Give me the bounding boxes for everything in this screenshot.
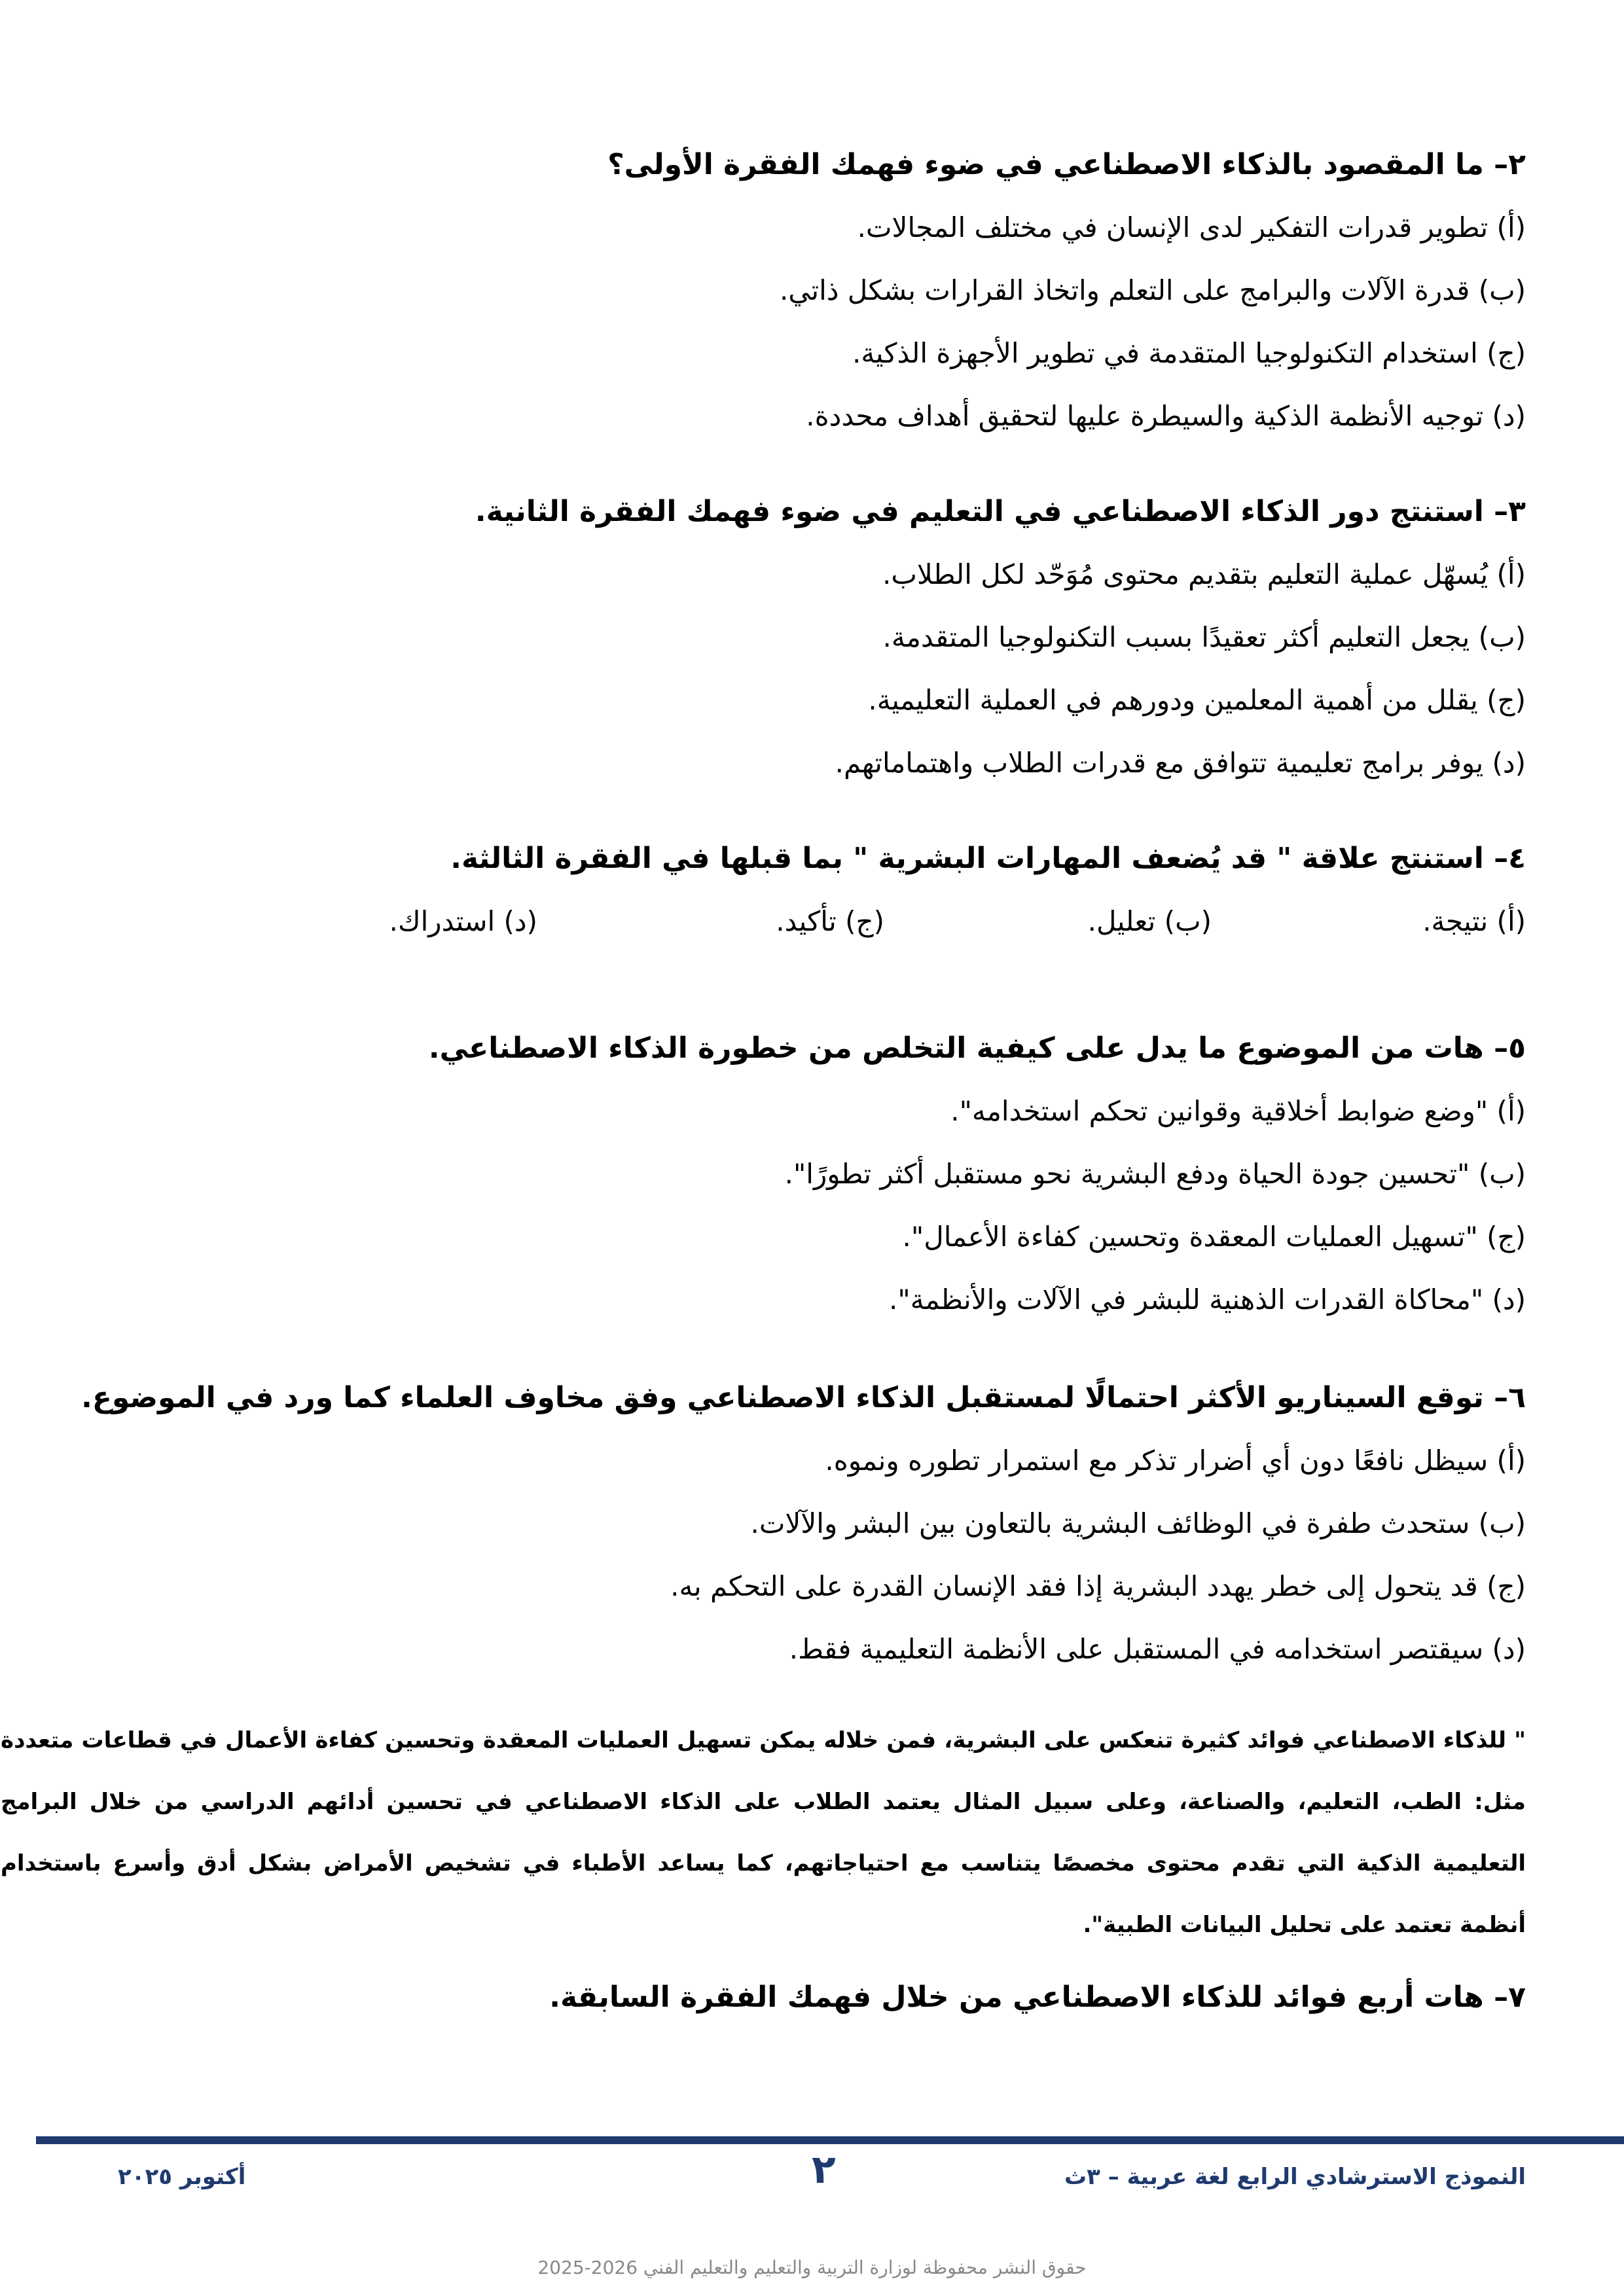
option-b: (ب) تعليل. xyxy=(1087,905,1212,937)
option-b: (ب) "تحسين جودة الحياة ودفع البشرية نحو مستقبل أكثر تطورًا". xyxy=(784,1158,1526,1190)
question-stem: ٧– هات أربع فوائد للذكاء الاصطناعي من خلال فهمك الفقرة السابقة. xyxy=(549,1981,1526,2014)
option-a: (أ) يُسهّل عملية التعليم بتقديم محتوى مُوَحّد لكل الطلاب. xyxy=(882,558,1526,590)
question-5 xyxy=(99,1029,1526,1319)
passage-paragraph: " للذكاء الاصطناعي فوائد كثيرة تنعكس على البشرية، فمن خلاله يمكن تسهيل العمليات المعقدة وتحسين كفاءة الأعمال في قطاعات متعددة مثل: الطب، التعليم، والصناعة، وعلى سبيل المثال يعتمد الطلاب على الذكاء الاصطناعي في تحسين أدائهم الدراسي من خلال البرامج التعليمية الذكية التي تقدم محتوى مخصصًا يتناسب مع احتياجاتهم، كما يساعد الأطباء في تشخيص الأمراض بشكل أدق وأسرع باستخدام أنظمة تعتمد على تحليل البيانات الطبية". xyxy=(1,1727,1526,1938)
question-6 xyxy=(81,1378,1526,1669)
question-stem: ٣– استنتج دور الذكاء الاصطناعي في التعليم في ضوء فهمك الفقرة الثانية. xyxy=(475,495,1526,528)
question-7 xyxy=(99,1978,1526,2017)
option-c: (ج) تأكيد. xyxy=(776,905,884,937)
question-stem: ٦– توقع السيناريو الأكثر احتمالًا لمستقبل الذكاء الاصطناعي وفق مخاوف العلماء كما ورد في الموضوع. xyxy=(81,1381,1526,1414)
question-stem: ٥– هات من الموضوع ما يدل على كيفية التخلص من خطورة الذكاء الاصطناعي. xyxy=(428,1031,1526,1065)
option-c: (ج) قد يتحول إلى خطر يهدد البشرية إذا فقد الإنسان القدرة على التحكم به. xyxy=(670,1570,1526,1602)
option-d: (د) سيقتصر استخدامه في المستقبل على الأنظمة التعليمية فقط. xyxy=(789,1633,1526,1665)
option-b: (ب) قدرة الآلات والبرامج على التعلم واتخاذ القرارات بشكل ذاتي. xyxy=(780,274,1526,306)
option-c: (ج) "تسهيل العمليات المعقدة وتحسين كفاءة الأعمال". xyxy=(902,1221,1526,1253)
question-2 xyxy=(99,145,1526,436)
option-d: (د) استدراك. xyxy=(389,905,537,937)
option-c: (ج) استخدام التكنولوجيا المتقدمة في تطوير الأجهزة الذكية. xyxy=(852,337,1526,369)
option-b: (ب) يجعل التعليم أكثر تعقيدًا بسبب التكنولوجيا المتقدمة. xyxy=(882,621,1526,653)
option-b: (ب) ستحدث طفرة في الوظائف البشرية بالتعاون بين البشر والآلات. xyxy=(750,1507,1526,1539)
inline-options xyxy=(99,902,1526,941)
footer-date: أكتوبر ٢٠٢٥ xyxy=(118,2164,246,2190)
copyright-notice: حقوق النشر محفوظة لوزارة التربية والتعليم والتعليم الفني 2026-2025 xyxy=(537,2257,1087,2278)
option-d: (د) يوفر برامج تعليمية تتوافق مع قدرات الطلاب واهتماماتهم. xyxy=(835,747,1526,779)
option-a: (أ) تطوير قدرات التفكير لدى الإنسان في مختلف المجالات. xyxy=(857,211,1526,243)
option-d: (د) توجيه الأنظمة الذكية والسيطرة عليها لتحقيق أهداف محددة. xyxy=(806,400,1526,432)
option-c: (ج) يقلل من أهمية المعلمين ودورهم في العملية التعليمية. xyxy=(868,684,1526,716)
option-a: (أ) سيظل نافعًا دون أي أضرار تذكر مع استمرار تطوره ونموه. xyxy=(825,1444,1526,1477)
option-d: (د) "محاكاة القدرات الذهنية للبشر في الآلات والأنظمة". xyxy=(889,1283,1526,1316)
question-4 xyxy=(99,839,1526,941)
option-a: (أ) نتيجة. xyxy=(1422,905,1526,937)
option-a: (أ) "وضع ضوابط أخلاقية وقوانين تحكم استخدامه". xyxy=(950,1095,1526,1127)
question-3 xyxy=(99,492,1526,783)
question-stem: ٢– ما المقصود بالذكاء الاصطناعي في ضوء فهمك الفقرة الأولى؟ xyxy=(607,148,1526,181)
footer-divider xyxy=(36,2136,1624,2144)
page-number: ٢ xyxy=(812,2147,836,2193)
question-stem: ٤– استنتج علاقة " قد يُضعف المهارات البشرية " بما قبلها في الفقرة الثالثة. xyxy=(450,842,1526,875)
footer-title: النموذج الاسترشادي الرابع لغة عربية – ٣ث xyxy=(1064,2164,1526,2190)
